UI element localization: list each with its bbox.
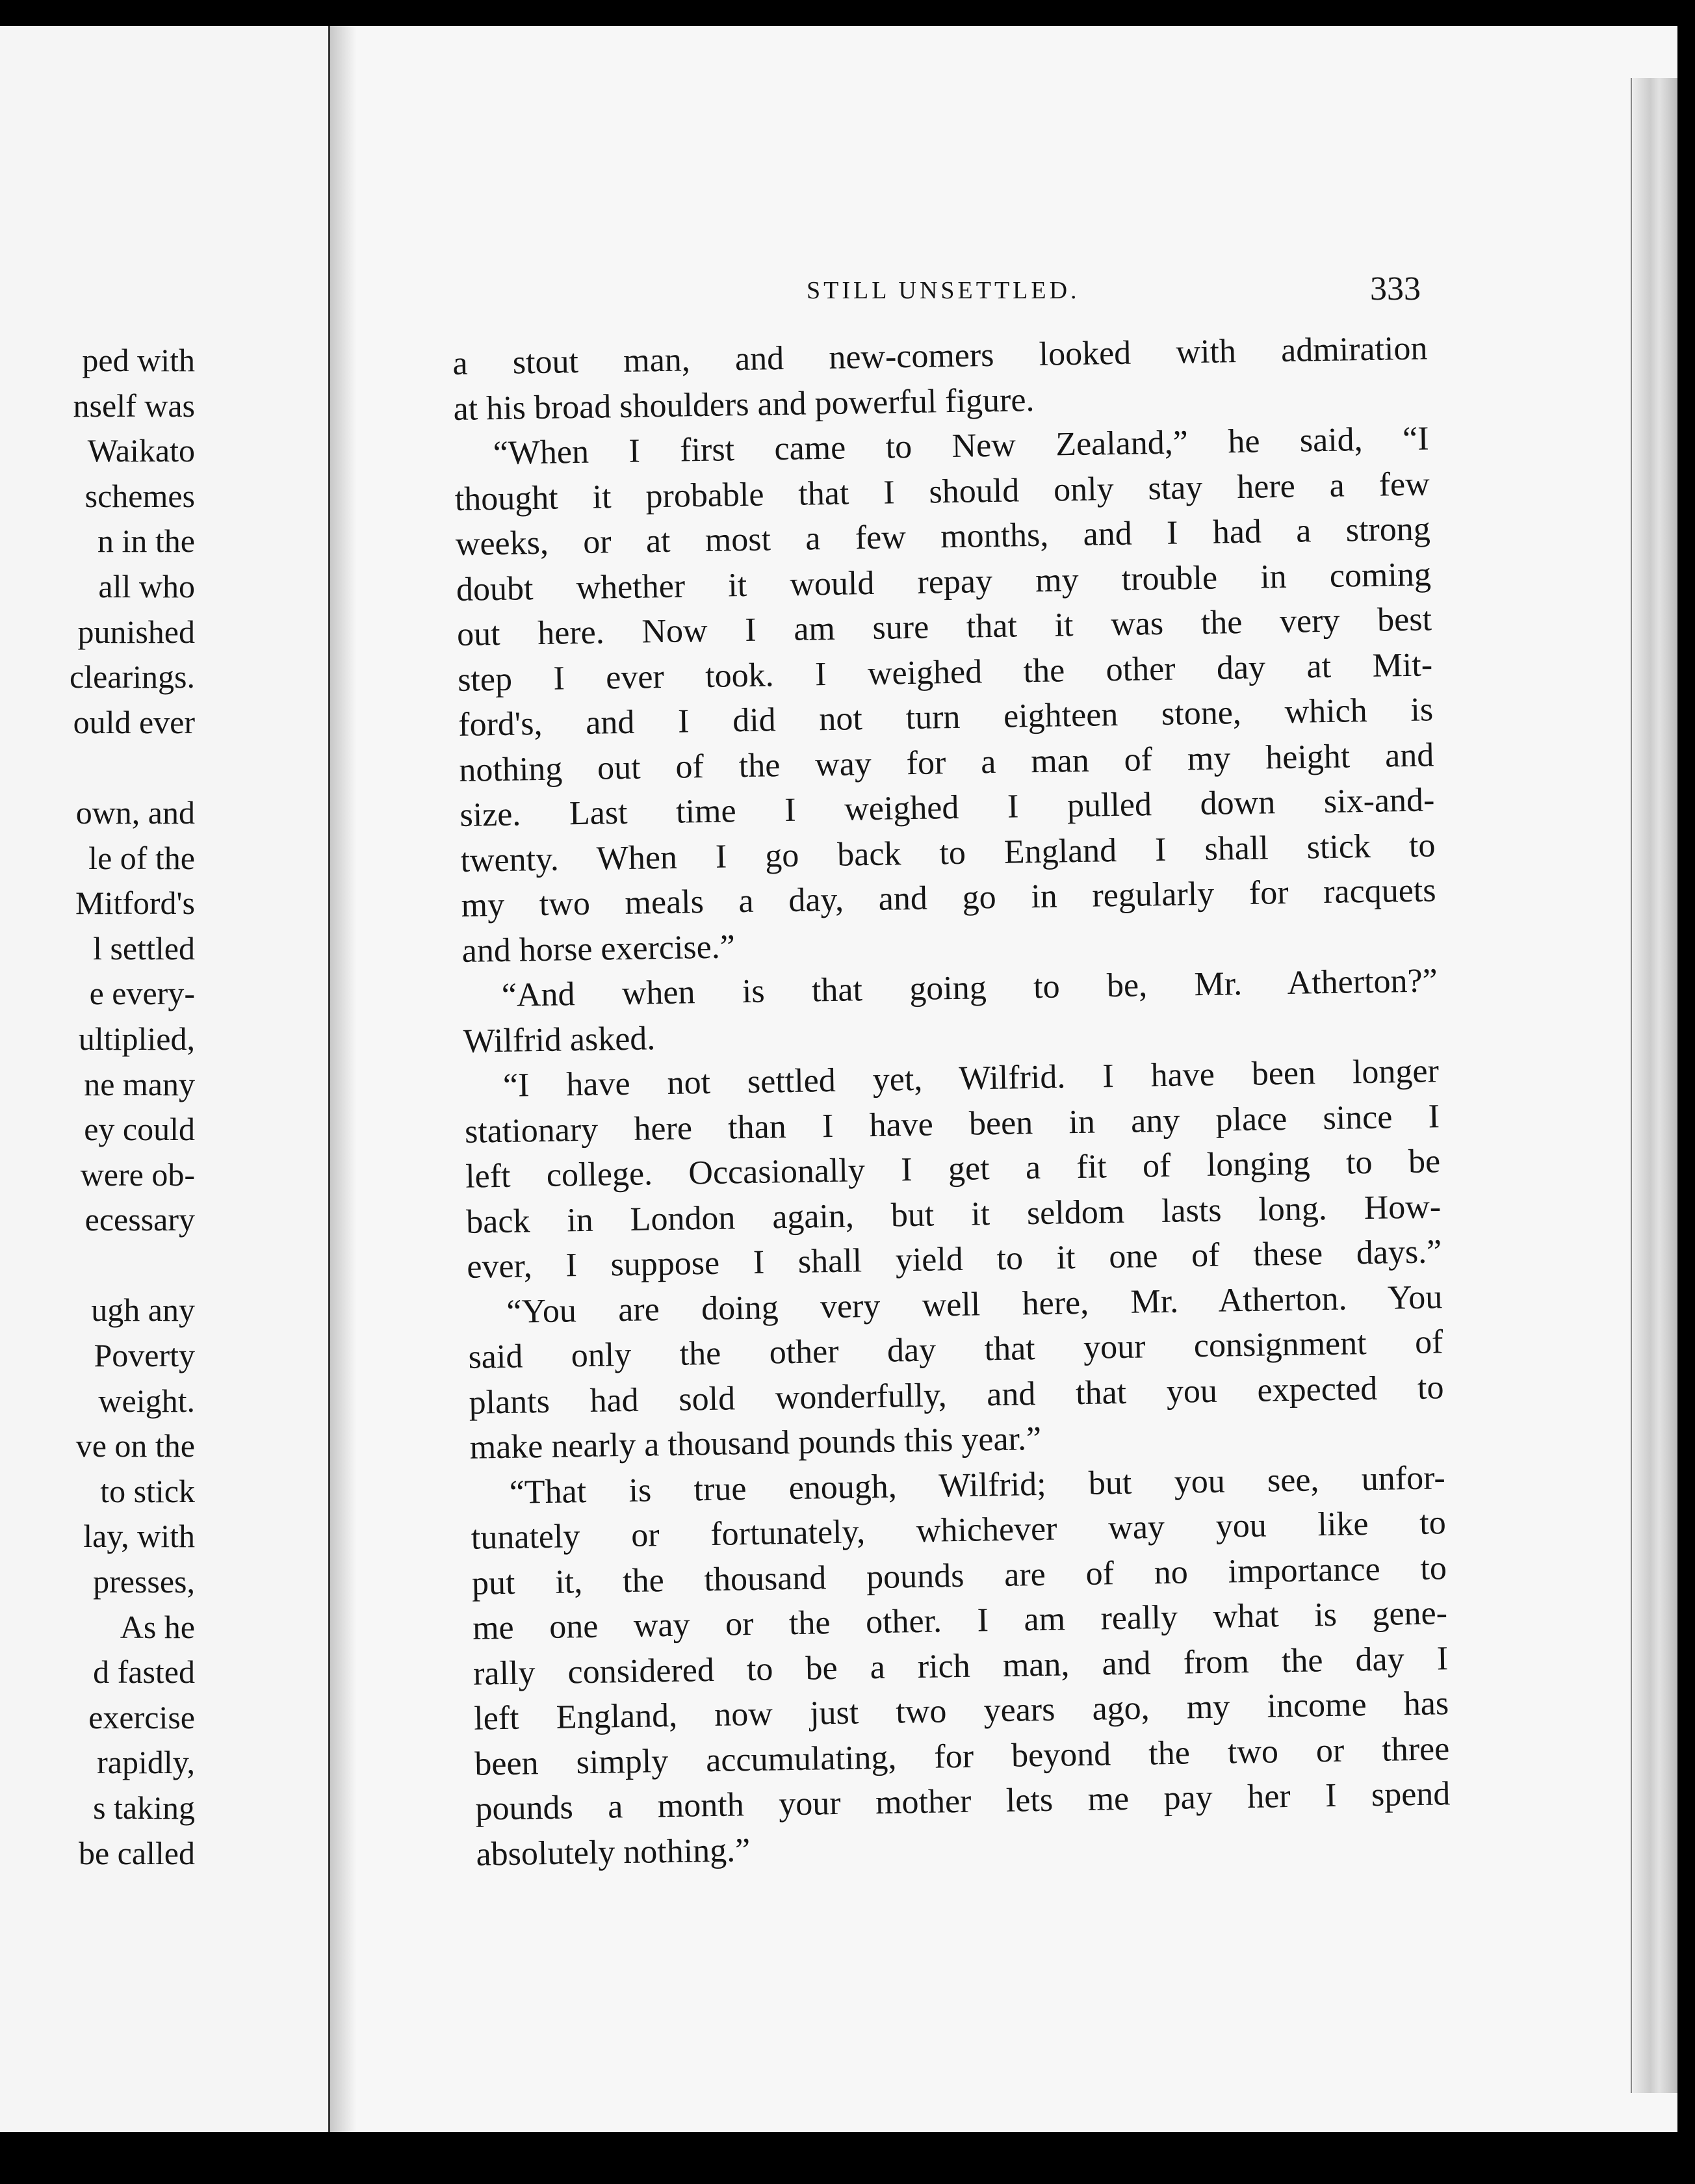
previous-page-line: be called xyxy=(78,1834,195,1871)
text-line: make nearly a thousand pounds this year.” xyxy=(469,1420,1042,1466)
text-line: said only the other day that your consignment of xyxy=(468,1323,1443,1376)
text-line: absolutely nothing.” xyxy=(476,1831,751,1873)
text-line: “I have not settled yet, Wilfrid. I have been longer xyxy=(502,1052,1440,1104)
previous-page-line: d fasted xyxy=(93,1654,195,1691)
text-line: a stout man, and new-comers looked with admiration xyxy=(452,330,1428,382)
previous-page-text xyxy=(0,338,195,1876)
previous-page-line: nself was xyxy=(73,387,195,424)
text-line: put it, the thousand pounds are of no importance to xyxy=(471,1549,1447,1602)
previous-page xyxy=(0,26,331,2132)
previous-page-line xyxy=(0,745,195,790)
previous-page-line: ey could xyxy=(84,1111,195,1148)
text-line: “When I first came to New Zealand,” he said, “I xyxy=(493,420,1429,473)
previous-page-line: ped with xyxy=(82,342,195,378)
text-line: rally considered to be a rich man, and from the day I xyxy=(472,1639,1449,1693)
text-line: Wilfrid asked. xyxy=(463,1019,656,1060)
previous-page-line: Mitford's xyxy=(75,885,195,922)
previous-page-line: rapidly, xyxy=(97,1744,195,1781)
previous-page-line: Poverty xyxy=(94,1337,195,1374)
previous-page-line: weight. xyxy=(98,1382,195,1419)
text-line: me one way or the other. I am really what is gene- xyxy=(472,1594,1448,1647)
previous-page-line: le of the xyxy=(88,839,195,876)
previous-page-line: presses, xyxy=(93,1563,195,1600)
running-head: STILL UNSETTLED. xyxy=(807,277,1080,304)
previous-page-line: ve on the xyxy=(75,1427,195,1464)
previous-page-line: exercise xyxy=(88,1698,195,1736)
text-line: ford's, and I did not turn eighteen stone, which is xyxy=(458,691,1434,744)
text-line: at his broad shoulders and powerful figure. xyxy=(453,381,1035,428)
text-line: “You are doing very well here, Mr. Atherton. You xyxy=(506,1278,1443,1331)
text-line: “That is true enough, Wilfrid; but you see, unfor- xyxy=(509,1459,1446,1511)
text-line: doubt whether it would repay my trouble in coming xyxy=(456,555,1432,608)
previous-page-line: ecessary xyxy=(84,1201,195,1238)
previous-page-line: punished xyxy=(77,613,195,650)
previous-page-line: s taking xyxy=(93,1789,195,1826)
text-line: ever, I suppose I shall yield to it one of these days.” xyxy=(466,1233,1442,1286)
text-line: been simply accumulating, for beyond the two or three xyxy=(474,1730,1450,1783)
text-line: pounds a month your mother lets me pay her I spend xyxy=(475,1775,1451,1828)
previous-page-line: schemes xyxy=(84,477,195,514)
text-line: “And when is that going to be, Mr. Atherton?” xyxy=(501,962,1438,1014)
previous-page-line: were ob- xyxy=(80,1156,195,1193)
previous-page-line: ould ever xyxy=(73,703,195,740)
previous-page-line xyxy=(0,1243,195,1288)
text-line: out here. Now I am sure that it was the very best xyxy=(456,601,1432,653)
text-line: step I ever took. I weighed the other day at Mit- xyxy=(457,645,1433,699)
text-line: weeks, or at most a few months, and I had a strong xyxy=(455,510,1431,563)
text-line: stationary here than I have been in any place since I xyxy=(464,1097,1440,1150)
text-line: size. Last time I weighed I pulled down six-and- xyxy=(459,781,1435,834)
previous-page-line: n in the xyxy=(97,523,195,560)
text-line: and horse exercise.” xyxy=(461,928,736,970)
previous-page-line: to stick xyxy=(100,1472,195,1509)
text-line: thought it probable that I should only stay here a few xyxy=(454,465,1430,518)
text-line: my two meals a day, and go in regularly for racquets xyxy=(461,872,1436,924)
current-page xyxy=(328,26,1677,2132)
page-number: 333 xyxy=(1370,270,1421,307)
previous-page-line: lay, with xyxy=(83,1518,195,1555)
previous-page-line: ultiplied, xyxy=(78,1020,195,1057)
body-text xyxy=(452,321,1677,1877)
gutter-shadow xyxy=(330,26,356,2132)
text-line: left college. Occasionally I get a fit of longing to be xyxy=(465,1143,1441,1195)
previous-page-line: all who xyxy=(98,567,195,604)
previous-page-line: ne many xyxy=(84,1065,195,1102)
previous-page-line: clearings. xyxy=(70,658,195,696)
previous-page-line: l settled xyxy=(93,930,195,967)
previous-page-line: own, and xyxy=(75,794,195,831)
previous-page-line: Waikato xyxy=(87,432,195,469)
text-line: back in London again, but it seldom lasts long. How- xyxy=(465,1188,1442,1241)
text-line: nothing out of the way for a man of my height and xyxy=(458,736,1434,789)
text-line: left England, now just two years ago, my income has xyxy=(473,1685,1449,1737)
text-line: twenty. When I go back to England I shall stick to xyxy=(460,826,1436,879)
previous-page-line: e every- xyxy=(89,975,195,1012)
text-line: tunately or fortunately, whichever way you like to xyxy=(471,1504,1447,1557)
previous-page-line: ugh any xyxy=(91,1292,195,1329)
text-line: plants had sold wonderfully, and that you expected to xyxy=(469,1368,1444,1422)
previous-page-line: As he xyxy=(120,1608,195,1645)
